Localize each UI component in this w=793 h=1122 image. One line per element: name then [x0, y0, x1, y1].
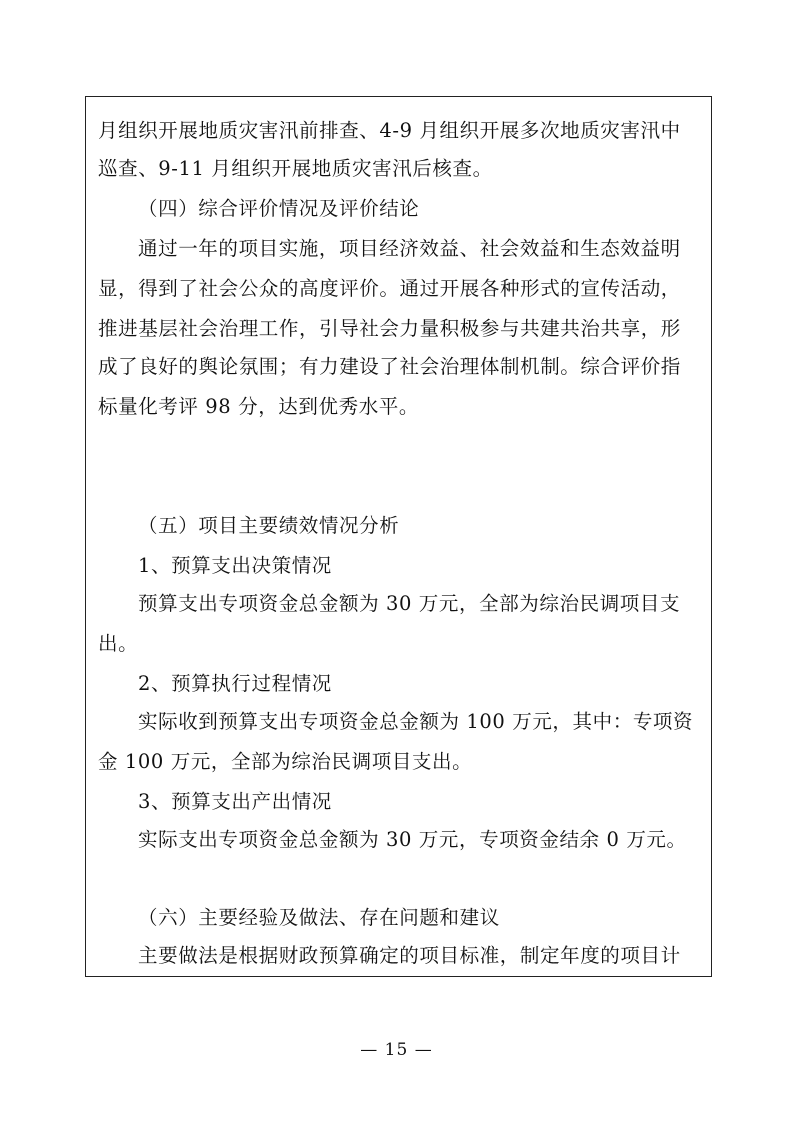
text-line: 预算支出专项资金总金额为 30 万元，全部为综治民调项目支 [138, 592, 681, 615]
text-line: 金 100 万元，全部为综治民调项目支出。 [98, 750, 473, 773]
text-line: 通过一年的项目实施，项目经济效益、社会效益和生态效益明 [138, 237, 681, 260]
section-heading: （六）主要经验及做法、存在问题和建议 [138, 906, 500, 929]
page-number: — 15 — [360, 1040, 433, 1060]
text-line: 标量化考评 98 分，达到优秀水平。 [98, 395, 420, 418]
text-line: 实际收到预算支出专项资金总金额为 100 万元，其中：专项资 [138, 710, 694, 733]
section-heading: （五）项目主要绩效情况分析 [138, 514, 400, 537]
text-line: 主要做法是根据财政预算确定的项目标准，制定年度的项目计 [138, 944, 681, 967]
text-line: 出。 [98, 632, 139, 655]
document-table-cell [85, 96, 712, 977]
text-line: 显，得到了社会公众的高度评价。通过开展各种形式的宣传活动， [98, 277, 681, 300]
subsection-heading: 1、预算支出决策情况 [138, 554, 332, 577]
subsection-heading: 3、预算支出产出情况 [138, 790, 332, 813]
text-line: 月组织开展地质灾害汛前排查、4-9 月组织开展多次地质灾害汛中 [98, 119, 681, 142]
subsection-heading: 2、预算执行过程情况 [138, 672, 332, 695]
text-line: 成了良好的舆论氛围；有力建设了社会治理体制机制。综合评价指 [98, 355, 681, 378]
text-line: 实际支出专项资金总金额为 30 万元，专项资金结余 0 万元。 [138, 828, 687, 851]
section-heading: （四）综合评价情况及评价结论 [138, 197, 420, 220]
text-line: 巡查、9-11 月组织开展地质灾害汛后核查。 [98, 157, 493, 180]
text-line: 推进基层社会治理工作，引导社会力量积极参与共建共治共享，形 [98, 317, 681, 340]
